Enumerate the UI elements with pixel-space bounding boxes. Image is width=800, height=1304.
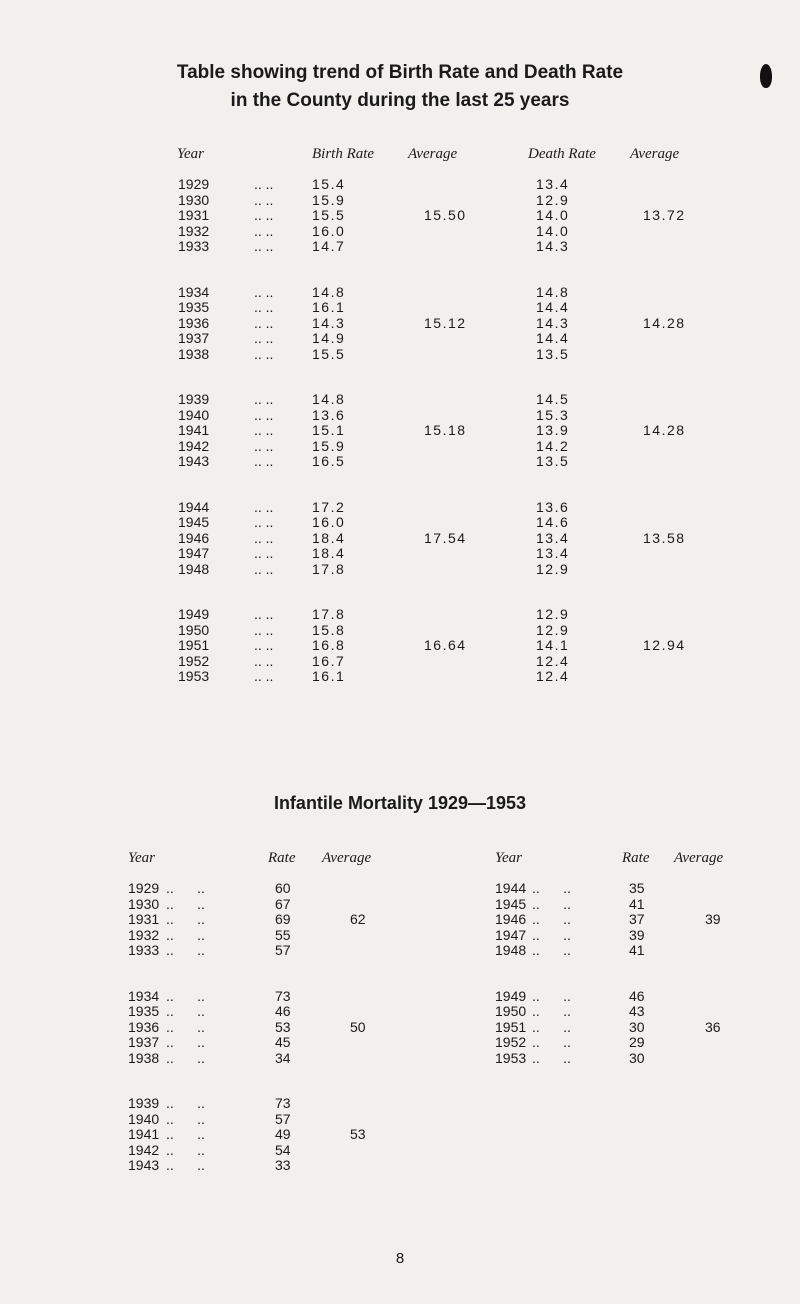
death-rate-cell: 14.8: [536, 283, 570, 300]
death-rate-cell: 12.9: [536, 560, 570, 577]
year-cell: 1935: [178, 299, 210, 315]
year-cell: 1937: [178, 330, 210, 346]
leader-dots: .. ..: [532, 987, 571, 1004]
infant-rate-cell: 41: [629, 895, 645, 912]
leader-dots: .. ..: [532, 926, 571, 943]
header-birth-rate: Birth Rate: [312, 146, 375, 162]
infant-year-cell: 1934: [128, 987, 160, 1004]
infant-year-cell: 1937: [128, 1034, 160, 1050]
birth-rate-cell: 16.1: [312, 668, 346, 684]
leader-dots: .. ..: [254, 514, 274, 530]
infant-rate-cell: 39: [629, 926, 645, 943]
year-cell: 1933: [178, 238, 210, 254]
leader-dots: .. ..: [254, 283, 274, 300]
leader-dots: .. ..: [166, 926, 205, 943]
leader-dots: .. ..: [166, 1157, 205, 1173]
infant-average-cell: 50: [350, 1018, 366, 1035]
year-cell: 1949: [178, 606, 210, 622]
infant-year-cell: 1947: [495, 926, 527, 943]
leader-dots: .. ..: [254, 406, 274, 423]
year-cell: 1942: [178, 437, 210, 454]
page-number: 8: [395, 1250, 405, 1267]
infant-year-cell: 1945: [495, 895, 527, 912]
infant-rate-cell: 53: [275, 1018, 291, 1035]
death-rate-cell: 14.4: [536, 330, 570, 346]
header-death-average: Average: [630, 146, 680, 162]
infant-year-cell: 1953: [495, 1049, 527, 1066]
death-rate-cell: 13.9: [536, 422, 570, 438]
infant-rate-cell: 30: [629, 1049, 645, 1066]
infant-year-cell: 1936: [128, 1018, 160, 1035]
birth-rate-cell: 18.4: [312, 545, 346, 561]
death-rate-cell: 14.5: [536, 391, 570, 407]
birth-rate-cell: 14.8: [312, 391, 346, 407]
infant-rate-cell: 73: [275, 1095, 291, 1111]
birth-rate-cell: 14.7: [312, 238, 346, 254]
death-rate-cell: 13.4: [536, 176, 570, 192]
birth-rate-cell: 16.1: [312, 299, 346, 315]
birth-rate-average-cell: 16.64: [424, 637, 467, 653]
year-cell: 1931: [178, 207, 210, 223]
death-rate-cell: 14.3: [536, 238, 570, 254]
infant-rate-cell: 29: [629, 1034, 645, 1050]
year-cell: 1941: [178, 422, 210, 438]
death-rate-cell: 13.5: [536, 345, 570, 362]
leader-dots: .. ..: [254, 545, 274, 561]
leader-dots: .. ..: [166, 911, 205, 927]
leader-dots: .. ..: [254, 637, 274, 653]
infant-average-cell: 62: [350, 911, 366, 927]
leader-dots: .. ..: [166, 1049, 205, 1066]
infant-average-cell: 39: [705, 911, 721, 927]
birth-rate-cell: 14.8: [312, 283, 346, 300]
infant-year-cell: 1950: [495, 1003, 527, 1019]
infant-rate-cell: 46: [629, 987, 645, 1004]
death-rate-cell: 13.4: [536, 529, 570, 546]
leader-dots: .. ..: [254, 314, 274, 331]
death-rate-average-cell: 13.58: [643, 529, 686, 546]
header-death-rate: Death Rate: [528, 146, 596, 162]
infant-header-rate-left: Rate: [268, 850, 296, 866]
death-rate-cell: 14.3: [536, 314, 570, 331]
infant-rate-cell: 43: [629, 1003, 645, 1019]
year-cell: 1939: [178, 391, 210, 407]
death-rate-cell: 14.1: [536, 637, 570, 653]
leader-dots: .. ..: [254, 345, 274, 362]
infant-rate-cell: 45: [275, 1034, 291, 1050]
birth-rate-cell: 16.8: [312, 637, 346, 653]
page-title-line-2: in the County during the last 25 years: [230, 90, 570, 111]
birth-rate-cell: 16.5: [312, 453, 346, 469]
death-rate-average-cell: 14.28: [643, 314, 686, 331]
infant-rate-cell: 30: [629, 1018, 645, 1035]
infant-rate-cell: 33: [275, 1157, 291, 1173]
infant-rate-cell: 73: [275, 987, 291, 1004]
infant-rate-cell: 46: [275, 1003, 291, 1019]
infant-rate-cell: 60: [275, 880, 291, 896]
leader-dots: .. ..: [532, 880, 571, 896]
infant-year-cell: 1931: [128, 911, 160, 927]
birth-rate-cell: 16.0: [312, 514, 346, 530]
year-cell: 1943: [178, 453, 210, 469]
infant-rate-cell: 57: [275, 942, 291, 958]
birth-rate-cell: 15.9: [312, 437, 346, 454]
leader-dots: .. ..: [166, 1034, 205, 1050]
death-rate-cell: 14.0: [536, 207, 570, 223]
leader-dots: .. ..: [532, 1018, 571, 1035]
year-cell: 1938: [178, 345, 210, 362]
birth-rate-cell: 15.4: [312, 176, 346, 192]
birth-rate-average-cell: 17.54: [424, 529, 467, 546]
year-cell: 1945: [178, 514, 210, 530]
leader-dots: .. ..: [166, 1126, 205, 1142]
birth-rate-cell: 15.9: [312, 191, 346, 208]
death-rate-cell: 14.0: [536, 222, 570, 239]
leader-dots: .. ..: [254, 330, 274, 346]
infant-year-cell: 1929: [128, 880, 160, 896]
page-title-line-1: Table showing trend of Birth Rate and Death Rate: [176, 62, 624, 83]
header-year: Year: [177, 146, 204, 162]
leader-dots: .. ..: [254, 191, 274, 208]
death-rate-average-cell: 14.28: [643, 422, 686, 438]
leader-dots: .. ..: [254, 207, 274, 223]
infant-year-cell: 1943: [128, 1157, 160, 1173]
death-rate-average-cell: 12.94: [643, 637, 686, 653]
birth-rate-average-cell: 15.12: [424, 314, 467, 331]
infant-average-cell: 36: [705, 1018, 721, 1035]
infant-year-cell: 1951: [495, 1018, 527, 1035]
leader-dots: .. ..: [254, 529, 274, 546]
infant-rate-cell: 41: [629, 942, 645, 958]
ink-blot-mark: [760, 64, 772, 88]
leader-dots: .. ..: [166, 987, 205, 1004]
leader-dots: .. ..: [532, 1003, 571, 1019]
year-cell: 1951: [178, 637, 210, 653]
birth-rate-cell: 18.4: [312, 529, 346, 546]
leader-dots: .. ..: [254, 668, 274, 684]
leader-dots: .. ..: [254, 606, 274, 622]
death-rate-cell: 14.6: [536, 514, 570, 530]
year-cell: 1946: [178, 529, 210, 546]
infant-header-year-left: Year: [128, 850, 155, 866]
infant-year-cell: 1935: [128, 1003, 160, 1019]
birth-rate-cell: 17.8: [312, 606, 346, 622]
death-rate-cell: 13.4: [536, 545, 570, 561]
year-cell: 1940: [178, 406, 210, 423]
birth-rate-cell: 17.2: [312, 498, 346, 515]
leader-dots: .. ..: [254, 437, 274, 454]
death-rate-cell: 15.3: [536, 406, 570, 423]
death-rate-cell: 12.4: [536, 668, 570, 684]
year-cell: 1932: [178, 222, 210, 239]
infant-rate-cell: 54: [275, 1141, 291, 1158]
leader-dots: .. ..: [254, 222, 274, 239]
year-cell: 1952: [178, 652, 210, 669]
birth-rate-average-cell: 15.50: [424, 207, 467, 223]
birth-rate-cell: 15.1: [312, 422, 346, 438]
birth-rate-average-cell: 15.18: [424, 422, 467, 438]
leader-dots: .. ..: [166, 1003, 205, 1019]
infant-rate-cell: 49: [275, 1126, 291, 1142]
infant-year-cell: 1948: [495, 942, 527, 958]
infant-year-cell: 1952: [495, 1034, 527, 1050]
death-rate-cell: 13.6: [536, 498, 570, 515]
infant-year-cell: 1944: [495, 880, 527, 896]
leader-dots: .. ..: [254, 299, 274, 315]
leader-dots: .. ..: [166, 1095, 205, 1111]
leader-dots: .. ..: [254, 238, 274, 254]
leader-dots: .. ..: [166, 880, 205, 896]
infant-rate-cell: 55: [275, 926, 291, 943]
year-cell: 1934: [178, 283, 210, 300]
leader-dots: .. ..: [532, 911, 571, 927]
infant-header-average-left: Average: [322, 850, 372, 866]
leader-dots: .. ..: [254, 391, 274, 407]
year-cell: 1930: [178, 191, 210, 208]
leader-dots: .. ..: [166, 1110, 205, 1127]
year-cell: 1953: [178, 668, 210, 684]
leader-dots: .. ..: [254, 652, 274, 669]
death-rate-average-cell: 13.72: [643, 207, 686, 223]
leader-dots: .. ..: [532, 942, 571, 958]
header-birth-average: Average: [408, 146, 458, 162]
infant-average-cell: 53: [350, 1126, 366, 1142]
year-cell: 1950: [178, 621, 210, 638]
infant-year-cell: 1949: [495, 987, 527, 1004]
infant-header-rate-right: Rate: [622, 850, 650, 866]
year-cell: 1936: [178, 314, 210, 331]
death-rate-cell: 12.4: [536, 652, 570, 669]
birth-rate-cell: 15.5: [312, 345, 346, 362]
leader-dots: .. ..: [166, 1141, 205, 1158]
birth-rate-cell: 14.3: [312, 314, 346, 331]
infant-header-average-right: Average: [674, 850, 724, 866]
death-rate-cell: 14.2: [536, 437, 570, 454]
infant-rate-cell: 37: [629, 911, 645, 927]
leader-dots: .. ..: [166, 1018, 205, 1035]
leader-dots: .. ..: [254, 498, 274, 515]
death-rate-cell: 12.9: [536, 606, 570, 622]
year-cell: 1944: [178, 498, 210, 515]
birth-rate-cell: 17.8: [312, 560, 346, 577]
leader-dots: .. ..: [254, 176, 274, 192]
infant-rate-cell: 57: [275, 1110, 291, 1127]
infant-header-year-right: Year: [495, 850, 522, 866]
leader-dots: .. ..: [532, 895, 571, 912]
death-rate-cell: 14.4: [536, 299, 570, 315]
infant-year-cell: 1942: [128, 1141, 160, 1158]
year-cell: 1948: [178, 560, 210, 577]
birth-rate-cell: 15.5: [312, 207, 346, 223]
birth-rate-cell: 13.6: [312, 406, 346, 423]
birth-rate-cell: 15.8: [312, 621, 346, 638]
leader-dots: .. ..: [254, 422, 274, 438]
year-cell: 1947: [178, 545, 210, 561]
infant-rate-cell: 69: [275, 911, 291, 927]
year-cell: 1929: [178, 176, 210, 192]
infant-year-cell: 1930: [128, 895, 160, 912]
infant-year-cell: 1938: [128, 1049, 160, 1066]
birth-rate-cell: 16.7: [312, 652, 346, 669]
infant-year-cell: 1946: [495, 911, 527, 927]
infant-mortality-title: Infantile Mortality 1929—1953: [273, 793, 527, 813]
infant-rate-cell: 34: [275, 1049, 291, 1066]
leader-dots: .. ..: [166, 895, 205, 912]
infant-year-cell: 1932: [128, 926, 160, 943]
death-rate-cell: 12.9: [536, 191, 570, 208]
leader-dots: .. ..: [532, 1034, 571, 1050]
leader-dots: .. ..: [532, 1049, 571, 1066]
birth-rate-cell: 14.9: [312, 330, 346, 346]
infant-year-cell: 1941: [128, 1126, 160, 1142]
leader-dots: .. ..: [254, 560, 274, 577]
infant-rate-cell: 67: [275, 895, 291, 912]
death-rate-cell: 12.9: [536, 621, 570, 638]
infant-year-cell: 1939: [128, 1095, 160, 1111]
infant-rate-cell: 35: [629, 880, 645, 896]
leader-dots: .. ..: [254, 453, 274, 469]
leader-dots: .. ..: [166, 942, 205, 958]
leader-dots: .. ..: [254, 621, 274, 638]
birth-rate-cell: 16.0: [312, 222, 346, 239]
infant-year-cell: 1933: [128, 942, 160, 958]
death-rate-cell: 13.5: [536, 453, 570, 469]
infant-year-cell: 1940: [128, 1110, 160, 1127]
